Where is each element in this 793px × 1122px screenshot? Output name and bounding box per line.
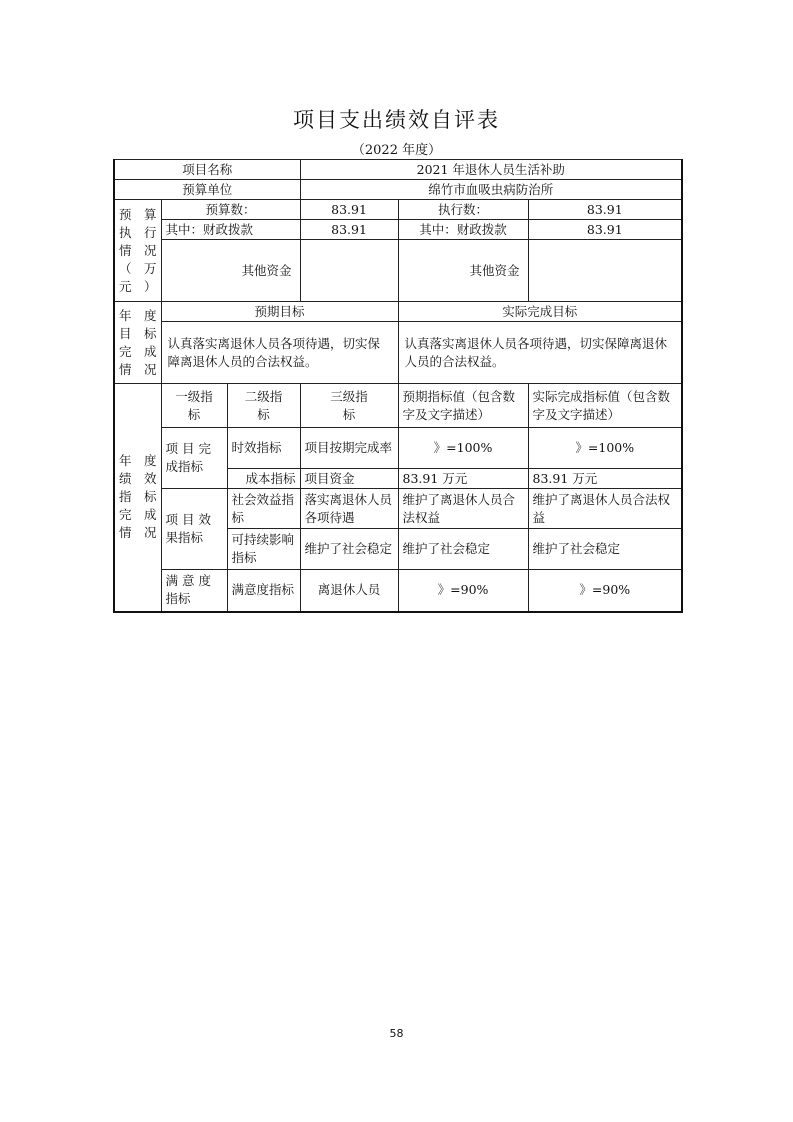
- header-actual: 实际完成指标值（包含数字及文字描述）: [528, 384, 682, 428]
- row-fiscal: [114, 220, 682, 240]
- row-budget: [114, 200, 682, 220]
- timeliness-l3: 项目按期完成率: [300, 428, 398, 469]
- sustain-l2: 可持续影响指标: [227, 529, 300, 570]
- fiscal-budget-value: 83.91: [300, 220, 398, 240]
- cost-l2: 成本指标: [227, 469, 300, 489]
- row-social: [114, 489, 682, 529]
- actual-goal-text: 认真落实离退休人员各项待遇，切实保障离退休人员的合法权益。: [398, 322, 682, 384]
- row-goal-text: [114, 322, 682, 384]
- header-level2: 二级指标: [227, 384, 300, 428]
- social-l3: 落实离退休人员各项待遇: [300, 489, 398, 529]
- row-budget-unit: [114, 180, 682, 200]
- actual-goal-header: 实际完成目标: [398, 302, 682, 322]
- budget-amount-label: 预算数：: [161, 200, 300, 220]
- row-goal-headers: [114, 302, 682, 322]
- satisfaction-expected: 》=90%: [398, 570, 528, 612]
- other-funds-exec-label: 其他资金: [398, 240, 528, 302]
- row-project-name: [114, 160, 682, 180]
- sustain-actual: 维护了社会稳定: [528, 529, 682, 570]
- budget-section-label: 预 算 执 行 情 况 （ 万 元）: [114, 200, 161, 302]
- goals-section-label: 年 度 目 标 完 成 情况: [114, 302, 161, 384]
- fiscal-exec-label: 其中：财政拨款: [398, 220, 528, 240]
- header-expected: 预期指标值（包含数字及文字描述）: [398, 384, 528, 428]
- budget-amount-value: 83.91: [300, 200, 398, 220]
- other-funds-exec-value: [528, 240, 682, 302]
- header-level3: 三级指标: [300, 384, 398, 428]
- timeliness-l2: 时效指标: [227, 428, 300, 469]
- project-name-label: 项目名称: [114, 160, 300, 180]
- cost-l3: 项目资金: [300, 469, 398, 489]
- row-other-funds: [114, 240, 682, 302]
- expected-goal-header: 预期目标: [161, 302, 398, 322]
- performance-table: [113, 159, 683, 613]
- fiscal-exec-value: 83.91: [528, 220, 682, 240]
- page-number: 58: [389, 1027, 404, 1040]
- sustain-expected: 维护了社会稳定: [398, 529, 528, 570]
- sustain-l3: 维护了社会稳定: [300, 529, 398, 570]
- expected-goal-text: 认真落实离退休人员各项待遇，切实保障离退休人员的合法权益。: [161, 322, 398, 384]
- fiscal-budget-label: 其中：财政拨款: [161, 220, 300, 240]
- satisfaction-l2: 满意度指标: [227, 570, 300, 612]
- group-satisfaction-label: 满 意 度指标: [161, 570, 227, 612]
- satisfaction-actual: 》=90%: [528, 570, 682, 612]
- exec-amount-value: 83.91: [528, 200, 682, 220]
- indicators-section-label: 年 度 绩 效 指 标 完 成 情况: [114, 384, 161, 612]
- satisfaction-l3: 离退休人员: [300, 570, 398, 612]
- project-name-value: 2021 年退休人员生活补助: [300, 160, 682, 180]
- social-expected: 维护了离退休人员合法权益: [398, 489, 528, 529]
- row-timeliness: [114, 428, 682, 469]
- timeliness-actual: 》=100%: [528, 428, 682, 469]
- cost-actual: 83.91 万元: [528, 469, 682, 489]
- row-satisfaction: [114, 570, 682, 612]
- social-actual: 维护了离退休人员合法权益: [528, 489, 682, 529]
- other-funds-budget-value: [300, 240, 398, 302]
- row-indicator-headers: [114, 384, 682, 428]
- group-completion-label: 项 目 完成指标: [161, 428, 227, 489]
- document-title: 项目支出绩效自评表: [293, 108, 500, 132]
- social-l2: 社会效益指标: [227, 489, 300, 529]
- timeliness-expected: 》=100%: [398, 428, 528, 469]
- exec-amount-label: 执行数：: [398, 200, 528, 220]
- cost-expected: 83.91 万元: [398, 469, 528, 489]
- other-funds-label: 其他资金: [161, 240, 300, 302]
- budget-unit-label: 预算单位: [114, 180, 300, 200]
- header-level1: 一级指标: [161, 384, 227, 428]
- document-year: （2022 年度）: [351, 143, 442, 158]
- group-effect-label: 项 目 效果指标: [161, 489, 227, 570]
- budget-unit-value: 绵竹市血吸虫病防治所: [300, 180, 682, 200]
